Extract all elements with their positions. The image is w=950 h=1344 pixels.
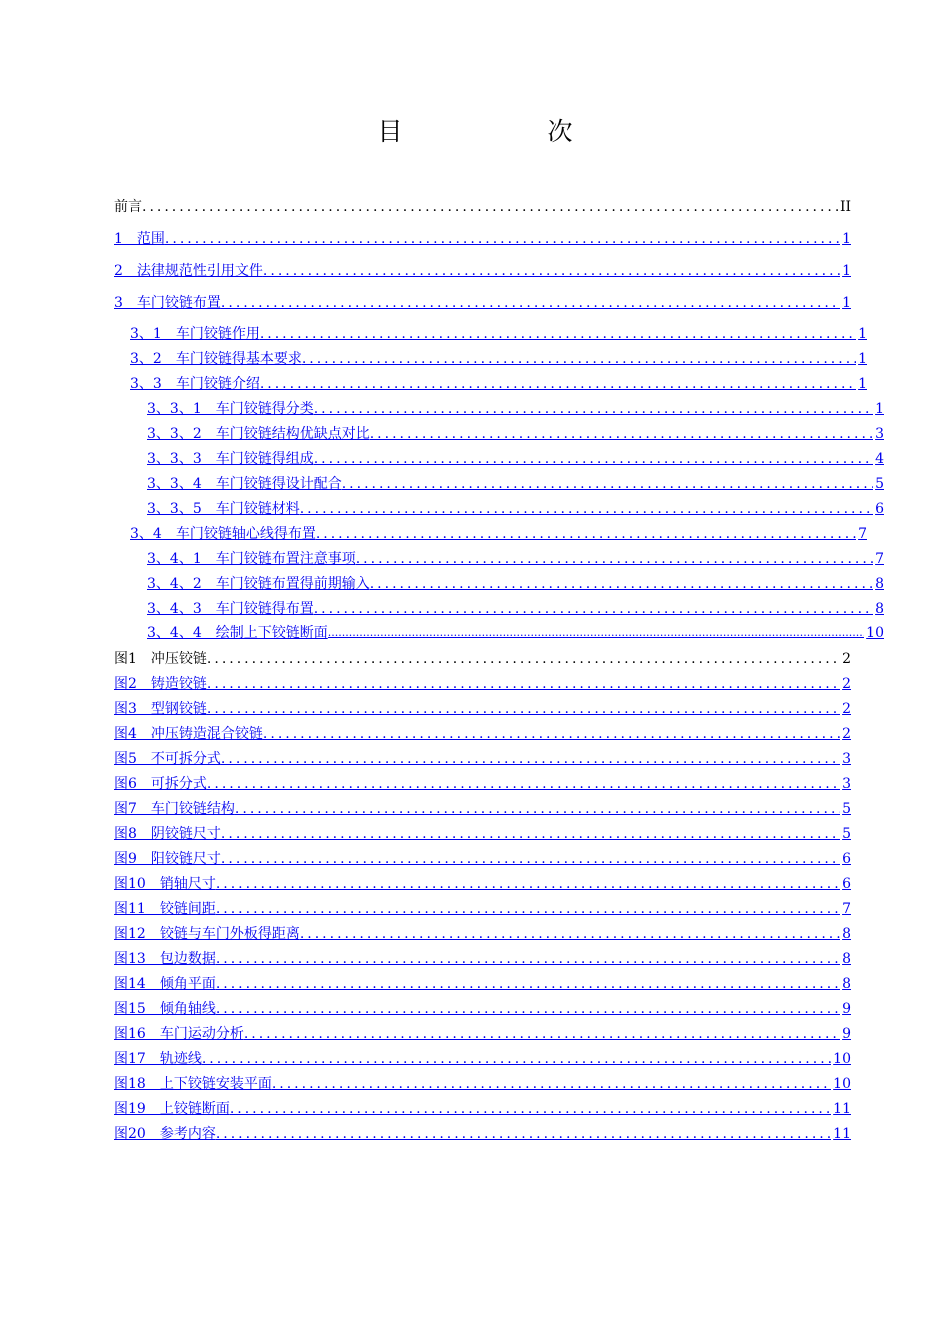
toc-leader-dots [263, 262, 840, 280]
toc-entry-page-number: 6 [842, 876, 851, 892]
toc-entry-label: 3、4、2 车门铰链布置得前期输入 [147, 576, 370, 592]
toc-entry-label: 3、3 车门铰链介绍 [130, 376, 260, 392]
toc-entry-label: 图12 铰链与车门外板得距离 [114, 926, 300, 942]
toc-leader-dots [370, 575, 873, 593]
toc-entry-page-number: 8 [842, 951, 851, 967]
toc-entry-page-number: 5 [875, 476, 884, 492]
toc-entry-label: 3、2 车门铰链得基本要求 [130, 351, 302, 367]
toc-entry-page-number: 7 [875, 551, 884, 567]
toc-leader-dots [216, 1125, 831, 1143]
toc-entry[interactable] [114, 624, 884, 642]
toc-entry-label: 图6 可拆分式 [114, 776, 207, 792]
toc-entry-label: 3、3、5 车门铰链材料 [147, 501, 300, 517]
toc-entry[interactable] [114, 230, 851, 248]
toc-entry[interactable] [114, 825, 851, 843]
toc-entry[interactable] [114, 375, 867, 393]
toc-entry-label: 图3 型钢铰链 [114, 701, 207, 717]
toc-entry-page-number: 1 [842, 295, 851, 311]
toc-leader-dots [370, 425, 873, 443]
toc-entry-page-number: 8 [842, 926, 851, 942]
toc-leader-dots [221, 294, 840, 312]
toc-entry-label: 图15 倾角轴线 [114, 1001, 216, 1017]
toc-leader-dots [260, 325, 856, 343]
toc-entry[interactable] [114, 294, 851, 312]
toc-entry-label: 3 车门铰链布置 [114, 295, 221, 311]
toc-leader-dots [207, 675, 840, 693]
toc-entry-page-number: 1 [858, 326, 867, 342]
toc-entry-page-number: 1 [875, 401, 884, 417]
toc-entry-label: 1 范围 [114, 231, 165, 247]
toc-leader-dots [316, 525, 856, 543]
toc-entry-label: 图11 铰链间距 [114, 901, 216, 917]
toc-entry-label: 3、3、1 车门铰链得分类 [147, 401, 314, 417]
toc-entry-page-number: 3 [875, 426, 884, 442]
toc-entry-page-number: 5 [842, 801, 851, 817]
toc-leader-dots [235, 800, 840, 818]
toc-entry-label: 3、3、2 车门铰链结构优缺点对比 [147, 426, 370, 442]
toc-entry-page-number: II [839, 199, 851, 215]
toc-entry[interactable] [114, 725, 851, 743]
toc-entry[interactable] [114, 350, 867, 368]
toc-entry-label: 图2 铸造铰链 [114, 676, 207, 692]
toc-leader-dots [230, 1100, 831, 1118]
toc-leader-dots [216, 950, 840, 968]
toc-entry-label: 3、1 车门铰链作用 [130, 326, 260, 342]
toc-leader-dots [342, 475, 873, 493]
toc-entry-label: 3、4、4 绘制上下铰链断面 [147, 625, 328, 641]
toc-entry[interactable] [114, 600, 884, 618]
toc-entry[interactable] [114, 925, 851, 943]
toc-leader-dots [300, 500, 873, 518]
toc-entry-page-number: 3 [842, 776, 851, 792]
toc-entry-label: 图7 车门铰链结构 [114, 801, 235, 817]
toc-entry-page-number: 10 [833, 1076, 851, 1092]
toc-leader-dots [165, 230, 840, 248]
toc-leader-dots [356, 550, 873, 568]
toc-entry[interactable] [114, 900, 851, 918]
toc-entry[interactable] [114, 950, 851, 968]
toc-entry-page-number: 2 [842, 676, 851, 692]
toc-entry[interactable] [114, 475, 884, 493]
toc-entry-label: 图16 车门运动分析 [114, 1026, 244, 1042]
toc-entry-page-number: 4 [875, 451, 884, 467]
toc-entry[interactable] [114, 975, 851, 993]
toc-entry[interactable] [114, 425, 884, 443]
toc-entry[interactable] [114, 1100, 851, 1118]
toc-entry-page-number: 1 [842, 263, 851, 279]
toc-entry[interactable] [114, 1050, 851, 1068]
toc-entry-label: 图10 销轴尺寸 [114, 876, 216, 892]
toc-leader-dots [207, 700, 840, 718]
toc-entry-label: 图4 冲压铸造混合铰链 [114, 726, 263, 742]
toc-entry[interactable] [114, 575, 884, 593]
toc-entry[interactable] [114, 1075, 851, 1093]
toc-entry-label: 图14 倾角平面 [114, 976, 216, 992]
toc-entry-page-number: 6 [842, 851, 851, 867]
toc-entry[interactable] [114, 400, 884, 418]
toc-entry-label: 图5 不可拆分式 [114, 751, 221, 767]
toc-entry [114, 198, 851, 216]
toc-entry-label: 图18 上下铰链安装平面 [114, 1076, 272, 1092]
toc-entry-page-number: 2 [842, 726, 851, 742]
toc-entry-page-number: 8 [842, 976, 851, 992]
toc-leader-dots [202, 1050, 831, 1068]
toc-entry-page-number: 8 [875, 576, 884, 592]
toc-entry[interactable] [114, 450, 884, 468]
toc-leader-dots [216, 1000, 840, 1018]
toc-leader-dots [244, 1025, 840, 1043]
toc-leader-dots [302, 350, 856, 368]
toc-leader-dots [221, 850, 840, 868]
toc-entry-page-number: 10 [833, 1051, 851, 1067]
toc-entry[interactable] [114, 800, 851, 818]
toc-entry[interactable] [114, 262, 851, 280]
toc-leader-dots [263, 725, 840, 743]
toc-entry[interactable] [114, 875, 851, 893]
toc-entry[interactable] [114, 1000, 851, 1018]
toc-entry-label: 图9 阳铰链尺寸 [114, 851, 221, 867]
toc-entry[interactable] [114, 1025, 851, 1043]
toc-entry-page-number: 2 [842, 651, 851, 667]
toc-entry-label: 3、4 车门铰链轴心线得布置 [130, 526, 316, 542]
toc-entry[interactable] [114, 700, 851, 718]
toc-entry[interactable] [114, 325, 867, 343]
toc-entry-page-number: 1 [842, 231, 851, 247]
toc-leader-dots [328, 624, 864, 642]
toc-entry-page-number: 1 [858, 351, 867, 367]
toc-entry-page-number: 6 [875, 501, 884, 517]
toc-leader-dots [314, 450, 873, 468]
toc-entry-label: 图13 包边数据 [114, 951, 216, 967]
toc-entry[interactable] [114, 775, 851, 793]
toc-leader-dots [142, 198, 838, 216]
toc-entry-label: 3、3、4 车门铰链得设计配合 [147, 476, 342, 492]
toc-entry[interactable] [114, 850, 851, 868]
toc-leader-dots [300, 925, 840, 943]
toc-entry-page-number: 3 [842, 751, 851, 767]
toc-entry-page-number: 10 [866, 625, 884, 641]
toc-entry-label: 3、4、3 车门铰链得布置 [147, 601, 314, 617]
toc-leader-dots [207, 775, 840, 793]
toc-entry-page-number: 5 [842, 826, 851, 842]
toc-entry[interactable] [114, 525, 867, 543]
toc-entry-page-number: 7 [858, 526, 867, 542]
toc-leader-dots [207, 650, 840, 668]
toc-entry [114, 650, 851, 668]
toc-leader-dots [314, 600, 873, 618]
toc-leader-dots [216, 875, 840, 893]
toc-leader-dots [260, 375, 856, 393]
toc-entry[interactable] [114, 675, 851, 693]
toc-entry-page-number: 11 [833, 1101, 851, 1117]
toc-entry-label: 3、3、3 车门铰链得组成 [147, 451, 314, 467]
toc-leader-dots [314, 400, 873, 418]
toc-leader-dots [221, 825, 840, 843]
toc-entry[interactable] [114, 500, 884, 518]
toc-entry-label: 图8 阴铰链尺寸 [114, 826, 221, 842]
toc-entry-label: 图20 参考内容 [114, 1126, 216, 1142]
toc-leader-dots [221, 750, 840, 768]
toc-entry-label: 图17 轨迹线 [114, 1051, 202, 1067]
toc-entry[interactable] [114, 1125, 851, 1143]
toc-entry-page-number: 9 [842, 1001, 851, 1017]
toc-entry-label: 前言 [114, 199, 142, 215]
toc-entry-page-number: 7 [842, 901, 851, 917]
toc-entry-page-number: 2 [842, 701, 851, 717]
toc-entry-label: 图19 上铰链断面 [114, 1101, 230, 1117]
toc-leader-dots [216, 900, 840, 918]
toc-entry-label: 3、4、1 车门铰链布置注意事项 [147, 551, 356, 567]
toc-leader-dots [216, 975, 840, 993]
toc-entry-page-number: 8 [875, 601, 884, 617]
toc-entry[interactable] [114, 750, 851, 768]
toc-entry-page-number: 9 [842, 1026, 851, 1042]
toc-entry-label: 2 法律规范性引用文件 [114, 263, 263, 279]
toc-entry[interactable] [114, 550, 884, 568]
toc-entry-page-number: 1 [858, 376, 867, 392]
toc-entry-label: 图1 冲压铰链 [114, 651, 207, 667]
toc-leader-dots [272, 1075, 831, 1093]
toc-entry-page-number: 11 [833, 1126, 851, 1142]
toc-title: 目 次 [377, 117, 633, 146]
